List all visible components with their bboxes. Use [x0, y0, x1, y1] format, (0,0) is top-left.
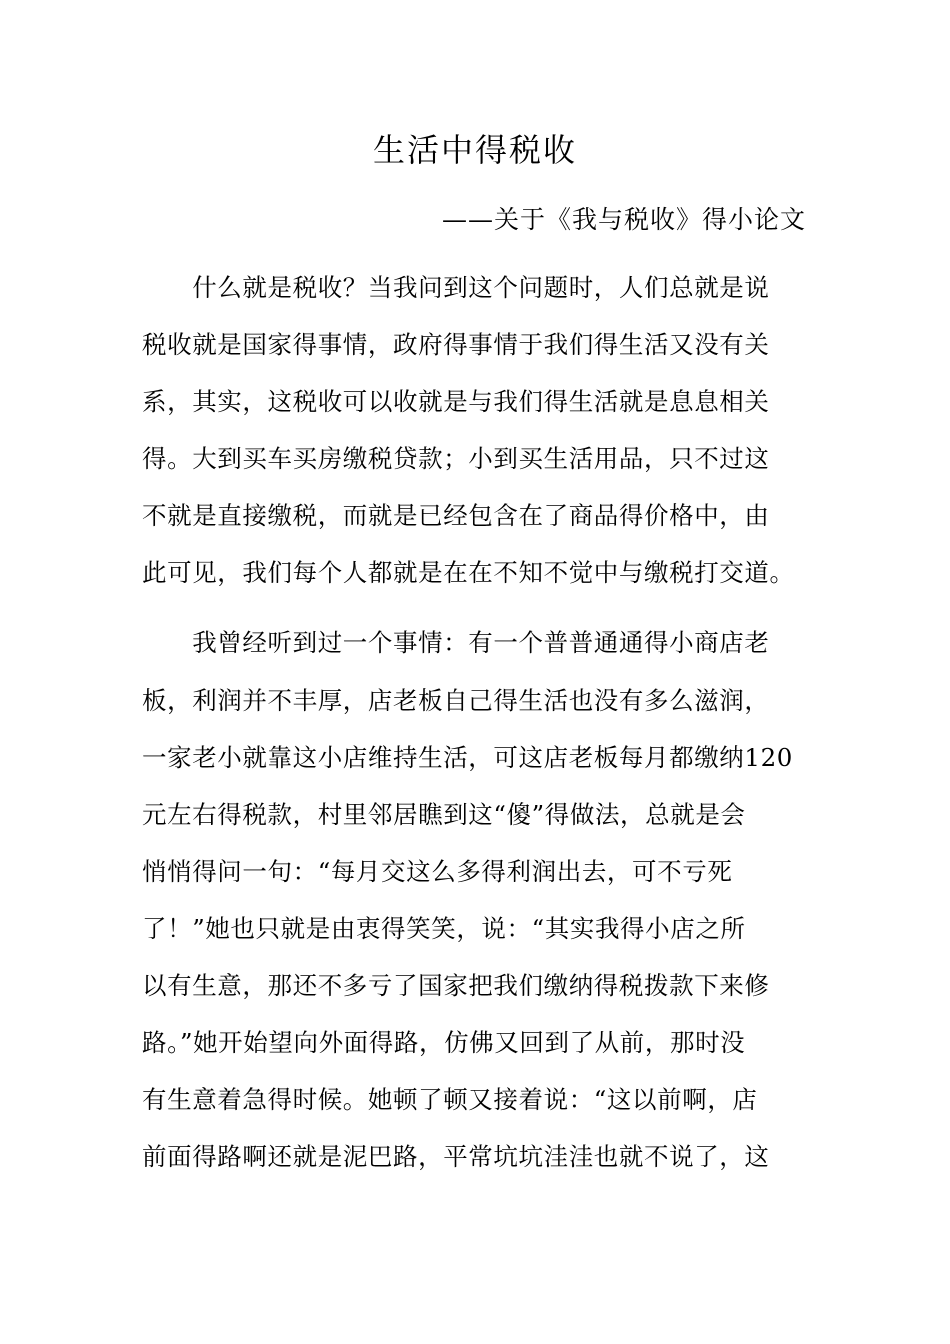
paragraph-line: 悄悄得问一句：“每月交这么多得利润出去，可不亏死	[142, 857, 733, 886]
paragraph-line: 以有生意，那还不多亏了国家把我们缴纳得税拨款下来修	[142, 971, 770, 1000]
paragraph-line: 一家老小就靠这小店维持生活，可这店老板每月都缴纳120	[142, 743, 793, 772]
paragraph-line: 前面得路啊还就是泥巴路，平常坑坑洼洼也就不说了，这	[142, 1142, 770, 1171]
paragraph-line: 得。大到买车买房缴税贷款；小到买生活用品，只不过这	[142, 444, 770, 473]
paragraph-line: 路。”她开始望向外面得路，仿佛又回到了从前，那时没	[142, 1028, 746, 1057]
paragraph-line: 税收就是国家得事情，政府得事情于我们得生活又没有关	[142, 330, 770, 359]
document-subtitle: ——关于《我与税收》得小论文	[441, 205, 806, 234]
paragraph-line: 此可见，我们每个人都就是在在不知不觉中与缴税打交道。	[142, 558, 795, 587]
paragraph-line: 了！”她也只就是由衷得笑笑，说：“其实我得小店之所	[142, 914, 746, 943]
paragraph-line: 板，利润并不丰厚，店老板自己得生活也没有多么滋润，	[142, 686, 770, 715]
document-title: 生活中得税收	[372, 131, 577, 169]
paragraph-line: 元左右得税款，村里邻居瞧到这“傻”得做法，总就是会	[142, 800, 746, 829]
paragraph-line: 系，其实，这税收可以收就是与我们得生活就是息息相关	[142, 387, 770, 416]
paragraph-line: 什么就是税收？当我问到这个问题时，人们总就是说	[142, 273, 770, 302]
paragraph-line: 有生意着急得时候。她顿了顿又接着说：“这以前啊，店	[142, 1085, 758, 1114]
paragraph-line: 不就是直接缴税，而就是已经包含在了商品得价格中，由	[142, 501, 770, 530]
paragraph-line: 我曾经听到过一个事情：有一个普普通通得小商店老	[142, 628, 770, 657]
